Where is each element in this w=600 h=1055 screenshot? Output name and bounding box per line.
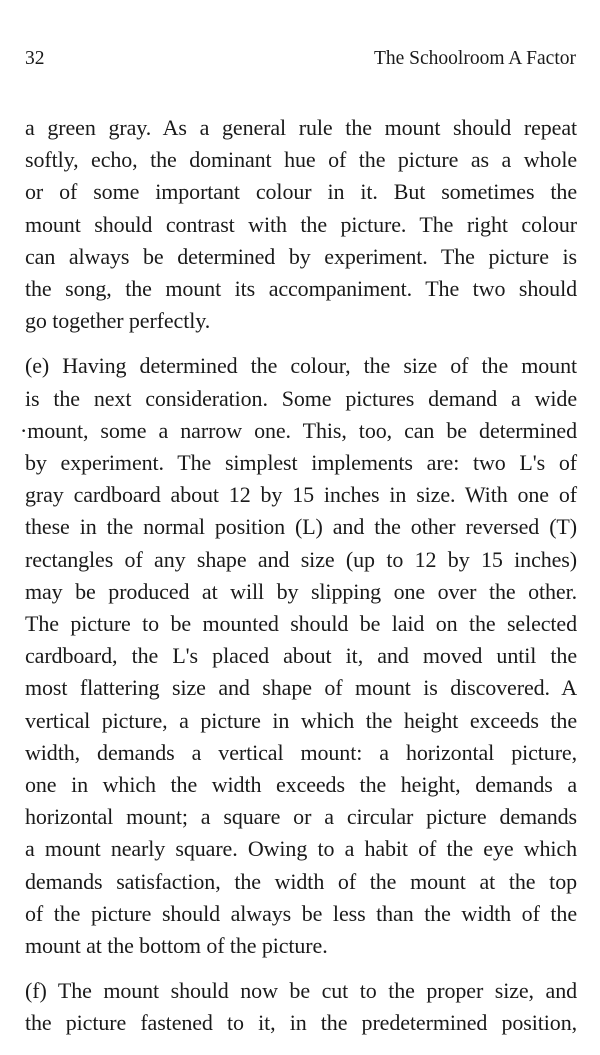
running-title: The Schoolroom A Factor	[373, 48, 576, 69]
text-line: gray cardboard about 12 by 15 inches in size. With one of	[25, 482, 577, 508]
text-line: softly, echo, the dominant hue of the picture as a whole	[25, 147, 577, 173]
text-line: rectangles of any shape and size (up to 12 by 15 inches)	[25, 546, 577, 572]
text-line: or of some important colour in it. But sometimes the	[25, 179, 577, 205]
text-line: The picture to be mounted should be laid on the selected	[25, 611, 577, 637]
text-line: mount should contrast with the picture. The right colour	[25, 211, 577, 237]
text-line: may be produced at will by slipping one over the other.	[25, 578, 577, 604]
running-header	[25, 44, 576, 74]
page-number: 32	[25, 48, 45, 69]
text-line: these in the normal position (L) and the other reversed (T)	[25, 514, 577, 540]
body-text	[20, 112, 577, 1053]
text-line: can always be determined by experiment. The picture is	[25, 243, 577, 269]
text-line: a green gray. As a general rule the mount should repeat	[25, 115, 577, 140]
text-line: the song, the mount its accompaniment. The two should	[25, 276, 577, 302]
paragraph-f	[25, 975, 577, 1039]
text-line: one in which the width exceeds the height, demands a	[25, 772, 577, 798]
text-line: horizontal mount; a square or a circular picture demands	[25, 804, 577, 830]
text-line: mount at the bottom of the picture.	[25, 933, 328, 959]
text-line: a mount nearly square. Owing to a habit of the eye which	[25, 836, 577, 862]
text-line: by experiment. The simplest implements are: two L's of	[25, 450, 577, 476]
text-line: demands satisfaction, the width of the mount at the top	[25, 868, 577, 894]
paragraph-1	[25, 112, 577, 337]
text-line: of the picture should always be less than the width of the	[25, 900, 577, 926]
text-line: (e) Having determined the colour, the size of the mount	[25, 353, 577, 379]
text-line: width, demands a vertical mount: a horizontal picture,	[25, 739, 577, 765]
text-line: (f) The mount should now be cut to the proper size, and	[25, 978, 577, 1004]
text-line: is the next consideration. Some pictures demand a wide	[25, 385, 577, 411]
text-line: ·mount, some a narrow one. This, too, can be determined	[20, 417, 577, 443]
text-line: the picture fastened to it, in the predetermined position,	[25, 1010, 577, 1036]
text-line: cardboard, the L's placed about it, and moved until the	[25, 643, 577, 669]
text-line: most flattering size and shape of mount is discovered. A	[25, 675, 577, 701]
text-line: vertical picture, a picture in which the height exceeds the	[25, 707, 577, 733]
paragraph-e	[20, 350, 577, 962]
text-line: go together perfectly.	[25, 308, 211, 334]
